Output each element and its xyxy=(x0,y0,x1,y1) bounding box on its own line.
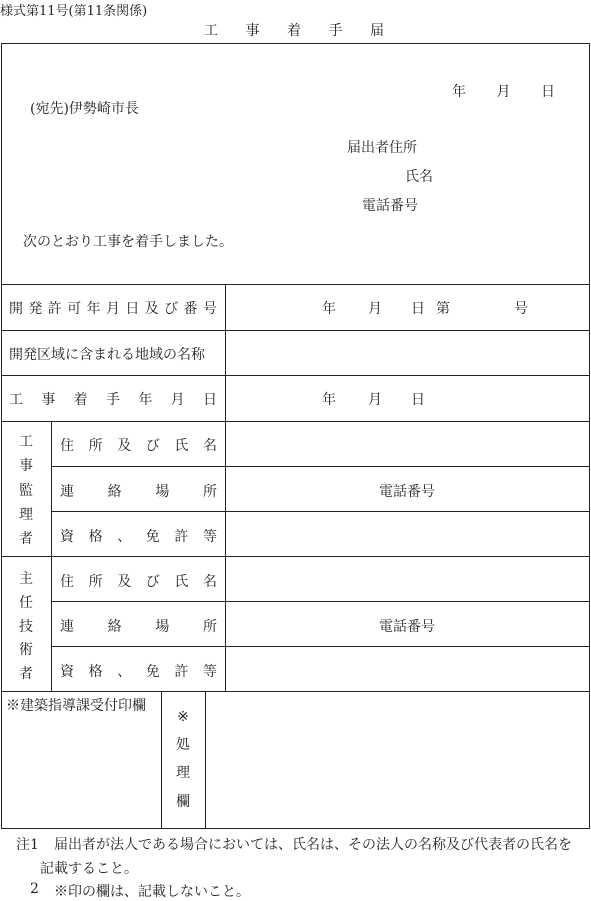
engineer-address-label: 住 所 及 び 氏 名 xyxy=(60,574,217,590)
form-number: 様式第11号(第11条関係) xyxy=(0,4,148,19)
start-year: 年 xyxy=(322,392,336,408)
title-char: 届 xyxy=(370,23,384,39)
note-2-text: ※印の欄は、記載しないこと。 xyxy=(54,884,250,900)
start-day: 日 xyxy=(411,392,425,408)
permit-label: 開 発 許 可 年 月 日 及 び 番 号 xyxy=(9,301,217,317)
supervisor-phone-label: 電話番号 xyxy=(379,484,435,500)
month-label: 月 xyxy=(496,84,511,100)
note-1-number: 注1 xyxy=(16,837,39,853)
start-date-label: 工 事 着 手 年 月 日 xyxy=(9,392,217,408)
title-char: 着 xyxy=(287,23,301,39)
supervisor-license-label: 資 格 、 免 許 等 xyxy=(60,529,217,545)
title-char: 手 xyxy=(328,23,343,39)
permit-day: 日 xyxy=(411,301,425,317)
day-label: 日 xyxy=(541,84,555,100)
permit-month: 月 xyxy=(368,301,382,317)
supervisor-group-label: 工 事 監 理 者 xyxy=(19,434,33,547)
supervisor-contact-label: 連 絡 場 所 xyxy=(60,484,217,500)
applicant-phone-label: 電話番号 xyxy=(362,198,418,214)
start-month: 月 xyxy=(368,392,382,408)
year-label: 年 xyxy=(452,84,466,100)
addressee: (宛先)伊勢崎市長 xyxy=(30,101,139,117)
applicant-address-label: 届出者住所 xyxy=(347,140,417,156)
processing-label: ※ 処 理 欄 xyxy=(176,709,190,810)
note-2-number: 2 xyxy=(30,881,39,897)
submission-date xyxy=(452,81,555,101)
receipt-stamp-label: ※建築指導課受付印欄 xyxy=(6,698,146,714)
permit-dai: 第 xyxy=(436,301,450,317)
applicant-name-label: 氏名 xyxy=(405,169,433,185)
title-char: 事 xyxy=(245,23,260,39)
area-label: 開発区域に含まれる地域の名称 xyxy=(9,347,205,363)
engineer-phone-label: 電話番号 xyxy=(379,619,435,635)
engineer-group-label: 主 任 技 術 者 xyxy=(19,571,33,682)
note-1-text: 届出者が法人である場合においては、氏名は、その法人の名称及び代表者の氏名を xyxy=(54,837,572,853)
title-char: 工 xyxy=(204,23,218,39)
engineer-contact-label: 連 絡 場 所 xyxy=(60,619,217,635)
engineer-license-label: 資 格 、 免 許 等 xyxy=(60,664,217,680)
permit-year: 年 xyxy=(322,301,336,317)
supervisor-address-label: 住 所 及 び 氏 名 xyxy=(60,438,217,454)
form-title xyxy=(204,20,384,40)
note-1-text-cont: 記載すること。 xyxy=(40,861,138,877)
statement: 次のとおり工事を着手しました。 xyxy=(23,234,233,250)
permit-gou: 号 xyxy=(514,301,528,317)
